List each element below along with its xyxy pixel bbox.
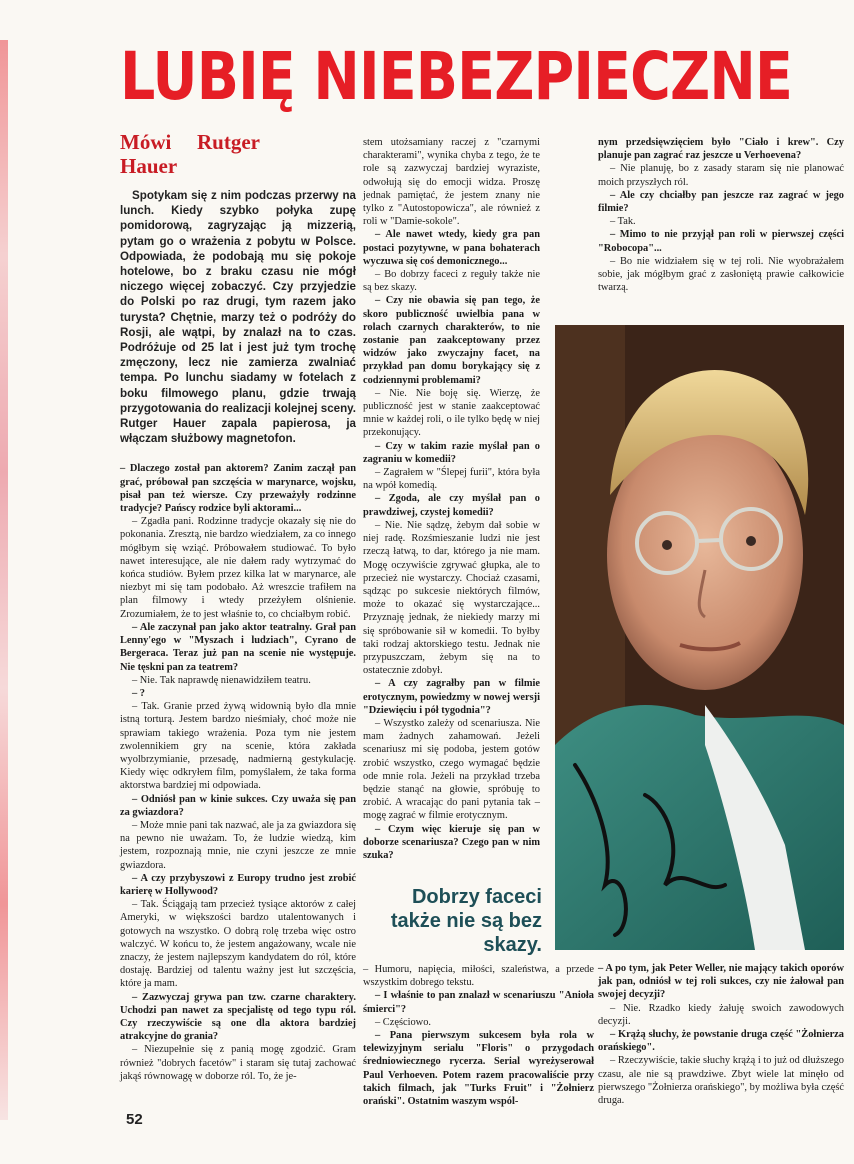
interview-answer: stem utożsamiany raczej z "czarnymi charakterami", wynika chyba z tego, że te role są zazwyczaj bardziej wyraziste, odwołują się do emocji widza. Proszę jednak pamiętać, że jestem znany nie tylko z "Autostopowicza", ale również z roli w "Damie-sokole". <box>363 137 540 228</box>
interview-question: – Ale zaczynał pan jako aktor teatralny. Grał pan Lenny'ego w "Myszach i ludziach", Cyrano de Bergeraca. Teraz już pan na scenie nie występuje. Nie tęskni pan za teatrem? <box>120 621 356 673</box>
interview-answer: – Humoru, napięcia, miłości, szaleństwa, a przede wszystkim dobrego tekstu. <box>363 964 594 989</box>
intro-paragraph: Spotykam się z nim podczas przerwy na lunch. Kiedy szybko połyka zupę pomidorową, zagryzając ją mizzerią, pytam go o wrażenia z pobytu w Polsce. Odpowiada, że podobają mu się pokoje hotelowe, bo z braku czasu nie mógł niczego więcej zobaczyć. Czy przyjedzie do Polski po raz drugi, tym razem jako turysta? Chętnie, marzy też o podróży do Rosji, ale wątpi, by znalazł na to czas. Podróżuje od 25 lat i jest już tym trochę zmęczony, lecz nie zamierza zwalniać tempa. Po lunchu siadamy w fotelach z boku filmowego planu, gdzie trwają przygotowania do realizacji kolejnej sceny. Rutger Hauer zapala papierosa, ja włączam służbowy magnetofon. <box>120 189 356 446</box>
interview-question: – Krążą słuchy, że powstanie druga część "Żołnierza orańskiego". <box>598 1029 844 1054</box>
interview-question: – Czym więc kieruje się pan w doborze scenariusza? Czego pan w nim szuka? <box>363 823 540 861</box>
column-1-text <box>120 462 356 1083</box>
column-3-text <box>598 136 844 294</box>
interview-question: – Ale czy chciałby pan jeszcze raz zagrać w jego filmie? <box>598 189 844 215</box>
interview-question: nym przedsięwzięciem było "Ciało i krew". Czy planuje pan zagrać raz jeszcze u Verhoevena? <box>598 137 844 162</box>
portrait-illustration <box>555 325 844 950</box>
interview-question: – Odniósł pan w kinie sukces. Czy uważa się pan za gwiazdora? <box>120 793 356 818</box>
interview-answer: – Tak. <box>610 216 636 228</box>
interview-answer: – Bo dobrzy faceci z reguły także nie są bez skazy. <box>363 269 540 294</box>
interview-answer: – Bo nie widziałem się w tej roli. Nie wyobrażałem sobie, jak mógłbym grać z zasłoniętą prawie całkowicie twarzą. <box>598 255 844 294</box>
interview-answer: – Zagrałem w "Ślepej furii", która była na wpół komedią. <box>363 467 540 492</box>
interview-answer: – Nie. Rzadko kiedy żałuję swoich zawodowych decyzji. <box>598 1002 844 1027</box>
interview-answer: – Nie. Tak naprawdę nienawidziłem teatru. <box>132 674 311 686</box>
color-registration-strip <box>0 40 8 1120</box>
interview-answer: – Nie planuję, bo z zasady staram się nie planować moich przyszłych ról. <box>598 163 844 188</box>
interview-question: – Czy nie obawia się pan tego, że skoro publiczność uwielbia pana w rolach czarnych charakterów, to nie zostanie pan zaakceptowany przez widzów jako zwyczajny facet, na przykład pan domu borykający się z codziennymi problemami? <box>363 295 540 386</box>
interview-answer: – Nie. Nie sądzę, żebym dał sobie w niej radę. Rozśmieszanie ludzi nie jest rzeczą łatwą, to dar, którego ja nie mam. Mogę oczywiście zgrywać głupka, ale to przecież nie wystarczy. Chociaż czasami, sądząc po sukcesie niektórych filmów, może to okazać się wystarczające... Przyznaję jednak, że niekiedy marzy mi się spróbowanie sił w komedii. To byłby taki rodzaj aktorskiego testu. Jednak nie przypuszczam, żebym się na to ostatecznie zdobył. <box>363 519 540 677</box>
pull-quote: Dobrzy faceci także nie są bez skazy. <box>390 886 542 956</box>
interview-answer: – Rzeczywiście, takie słuchy krążą i to już od dłuższego czasu, ale nie są prawdziwe. Zbyt wiele lat minęło od pierwszego "Żołnierza orańskiego", by możliwa była część druga. <box>598 1055 844 1107</box>
column-2-bottom-text <box>363 963 594 1108</box>
interview-question: – Dlaczego został pan aktorem? Zanim zaczął pan grać, próbował pan szczęścia w marynarce, wojsku, pisał pan też wiersze. Czy przeważyły rodzinne tradycje? Pańscy rodzice byli aktorami... <box>120 463 356 515</box>
interview-question: – Mimo to nie przyjął pan roli w pierwszej części "Robocopa"... <box>598 229 844 254</box>
interview-answer: – Wszystko zależy od scenariusza. Nie mam żadnych zahamowań. Jeżeli scenariusz mi się podoba, jestem gotów zrobić wszystko, czego wymagać będzie ode mnie rola. Jeżeli na przykład trzeba będzie stanąć na głowie, spróbuję to zrobić. A wracając do pani pytania tak – mogę zagrać w filmie erotycznym. <box>363 717 540 822</box>
interview-question: – Czy w takim razie myślał pan o zagraniu w komedii? <box>363 440 540 465</box>
byline: Mówi Rutger Hauer <box>120 130 260 178</box>
interview-question: – I właśnie to pan znalazł w scenariuszu "Anioła śmierci"? <box>363 990 594 1015</box>
interview-answer: – Tak. Granie przed żywą widownią było dla mnie istną torturą. Jestem bardzo nieśmiały, choć może nie sprawiam takiego wrażenia. Poza tym nie jestem zwolennikiem gry na scenie, która zakłada wyolbrzymianie, przesadę, nadmierną gestykulację. Kiedy więc odkryłem film, pomyślałem, że taka forma aktorstwa bardziej mi odpowiada. <box>120 701 356 792</box>
column-3-bottom <box>598 962 844 1107</box>
interview-answer: – Nie. Nie boję się. Wierzę, że publiczność jest w stanie zaakceptować mnie w każdej roli, o ile tylko będę w niej przekonujący. <box>363 387 540 439</box>
interview-answer: – Częściowo. <box>375 1016 431 1028</box>
headline: LUBIĘ NIEBEZPIECZNE <box>120 38 792 115</box>
interview-question: – ? <box>132 687 145 699</box>
interview-question: – Ale nawet wtedy, kiedy gra pan postaci pozytywne, w pana bohaterach wyczuwa się coś demonicznego... <box>363 229 540 267</box>
page-number: 52 <box>126 1111 143 1128</box>
column-2 <box>363 136 540 862</box>
interview-answer: – Niezupełnie się z panią mogę zgodzić. Gram również "dobrych facetów" i staram się tutaj zachować jakąś równowagę w doborze ról. To, że je- <box>120 1044 356 1082</box>
interview-question: – A czy przybyszowi z Europy trudno jest zrobić karierę w Hollywood? <box>120 872 356 897</box>
column-1 <box>120 130 356 1083</box>
column-3-bottom-text <box>598 962 844 1107</box>
interview-question: – A czy zagrałby pan w filmie erotycznym, powiedzmy w nowej wersji "Dziewięciu i pół tygodnia"? <box>363 678 540 716</box>
portrait-photo <box>555 325 844 950</box>
column-2-bottom <box>363 963 594 1108</box>
column-3 <box>598 136 844 294</box>
interview-question: – Pana pierwszym sukcesem była rola w telewizyjnym serialu "Floris" o przygodach średniowiecznego rycerza. Serial wyreżyserował Paul Verhoeven. Potem razem pracowaliście przy takich filmach, jak "Turks Fruit" i "Żołnierz orański". Ostatnim waszym wspól- <box>363 1030 594 1108</box>
interview-answer: – Tak. Ściągają tam przecież tysiące aktorów z całej Ameryki, w większości bardzo utalentowanych i gotowych na wszystko. O dobrą rolę trzeba więc ostro walczyć. W końcu to, że jestem angażowany, wcale nie znaczy, że jestem najlepszym kandydatem do ról, które dostaję. Bardziej od talentu ważny jest łut szczęścia, które ja mam. <box>120 899 356 990</box>
interview-question: – Zazwyczaj grywa pan tzw. czarne charaktery. Uchodzi pan nawet za specjalistę od tego typu ról. Czy rzeczywiście są one dla aktora bardziej atrakcyjne do grania? <box>120 991 356 1043</box>
interview-question: – Zgoda, ale czy myślał pan o prawdziwej, czystej komedii? <box>363 493 540 518</box>
interview-answer: – Zgadła pani. Rodzinne tradycje okazały się nie do pokonania. Zresztą, nie bardzo wiedziałem, za co innego mógłbym się wziąć. Próbowałem studiować. To było nawet interesujące, ale nie dałem rady wytrzymać do końca studiów. Byłem przez kilka lat w marynarce, ale niezbyt mi się tam podobało. Aż wreszcie trafiłem na plan filmowy i wtedy przeżyłem olśnienie. Zrozumiałem, że to jest właśnie to, co chciałbym robić. <box>120 516 356 620</box>
interview-answer: – Może mnie pani tak nazwać, ale ja za gwiazdora się na pewno nie uważam. To, że ludzie wiedzą, kim jestem, rozpoznają mnie, nie czyni jeszcze ze mnie gwiazdora. <box>120 819 356 871</box>
column-2-text <box>363 136 540 862</box>
interview-question: – A po tym, jak Peter Weller, nie mający takich oporów jak pan, odniósł w tej roli sukces, czy nie żałował pan swojej decyzji? <box>598 963 844 1001</box>
